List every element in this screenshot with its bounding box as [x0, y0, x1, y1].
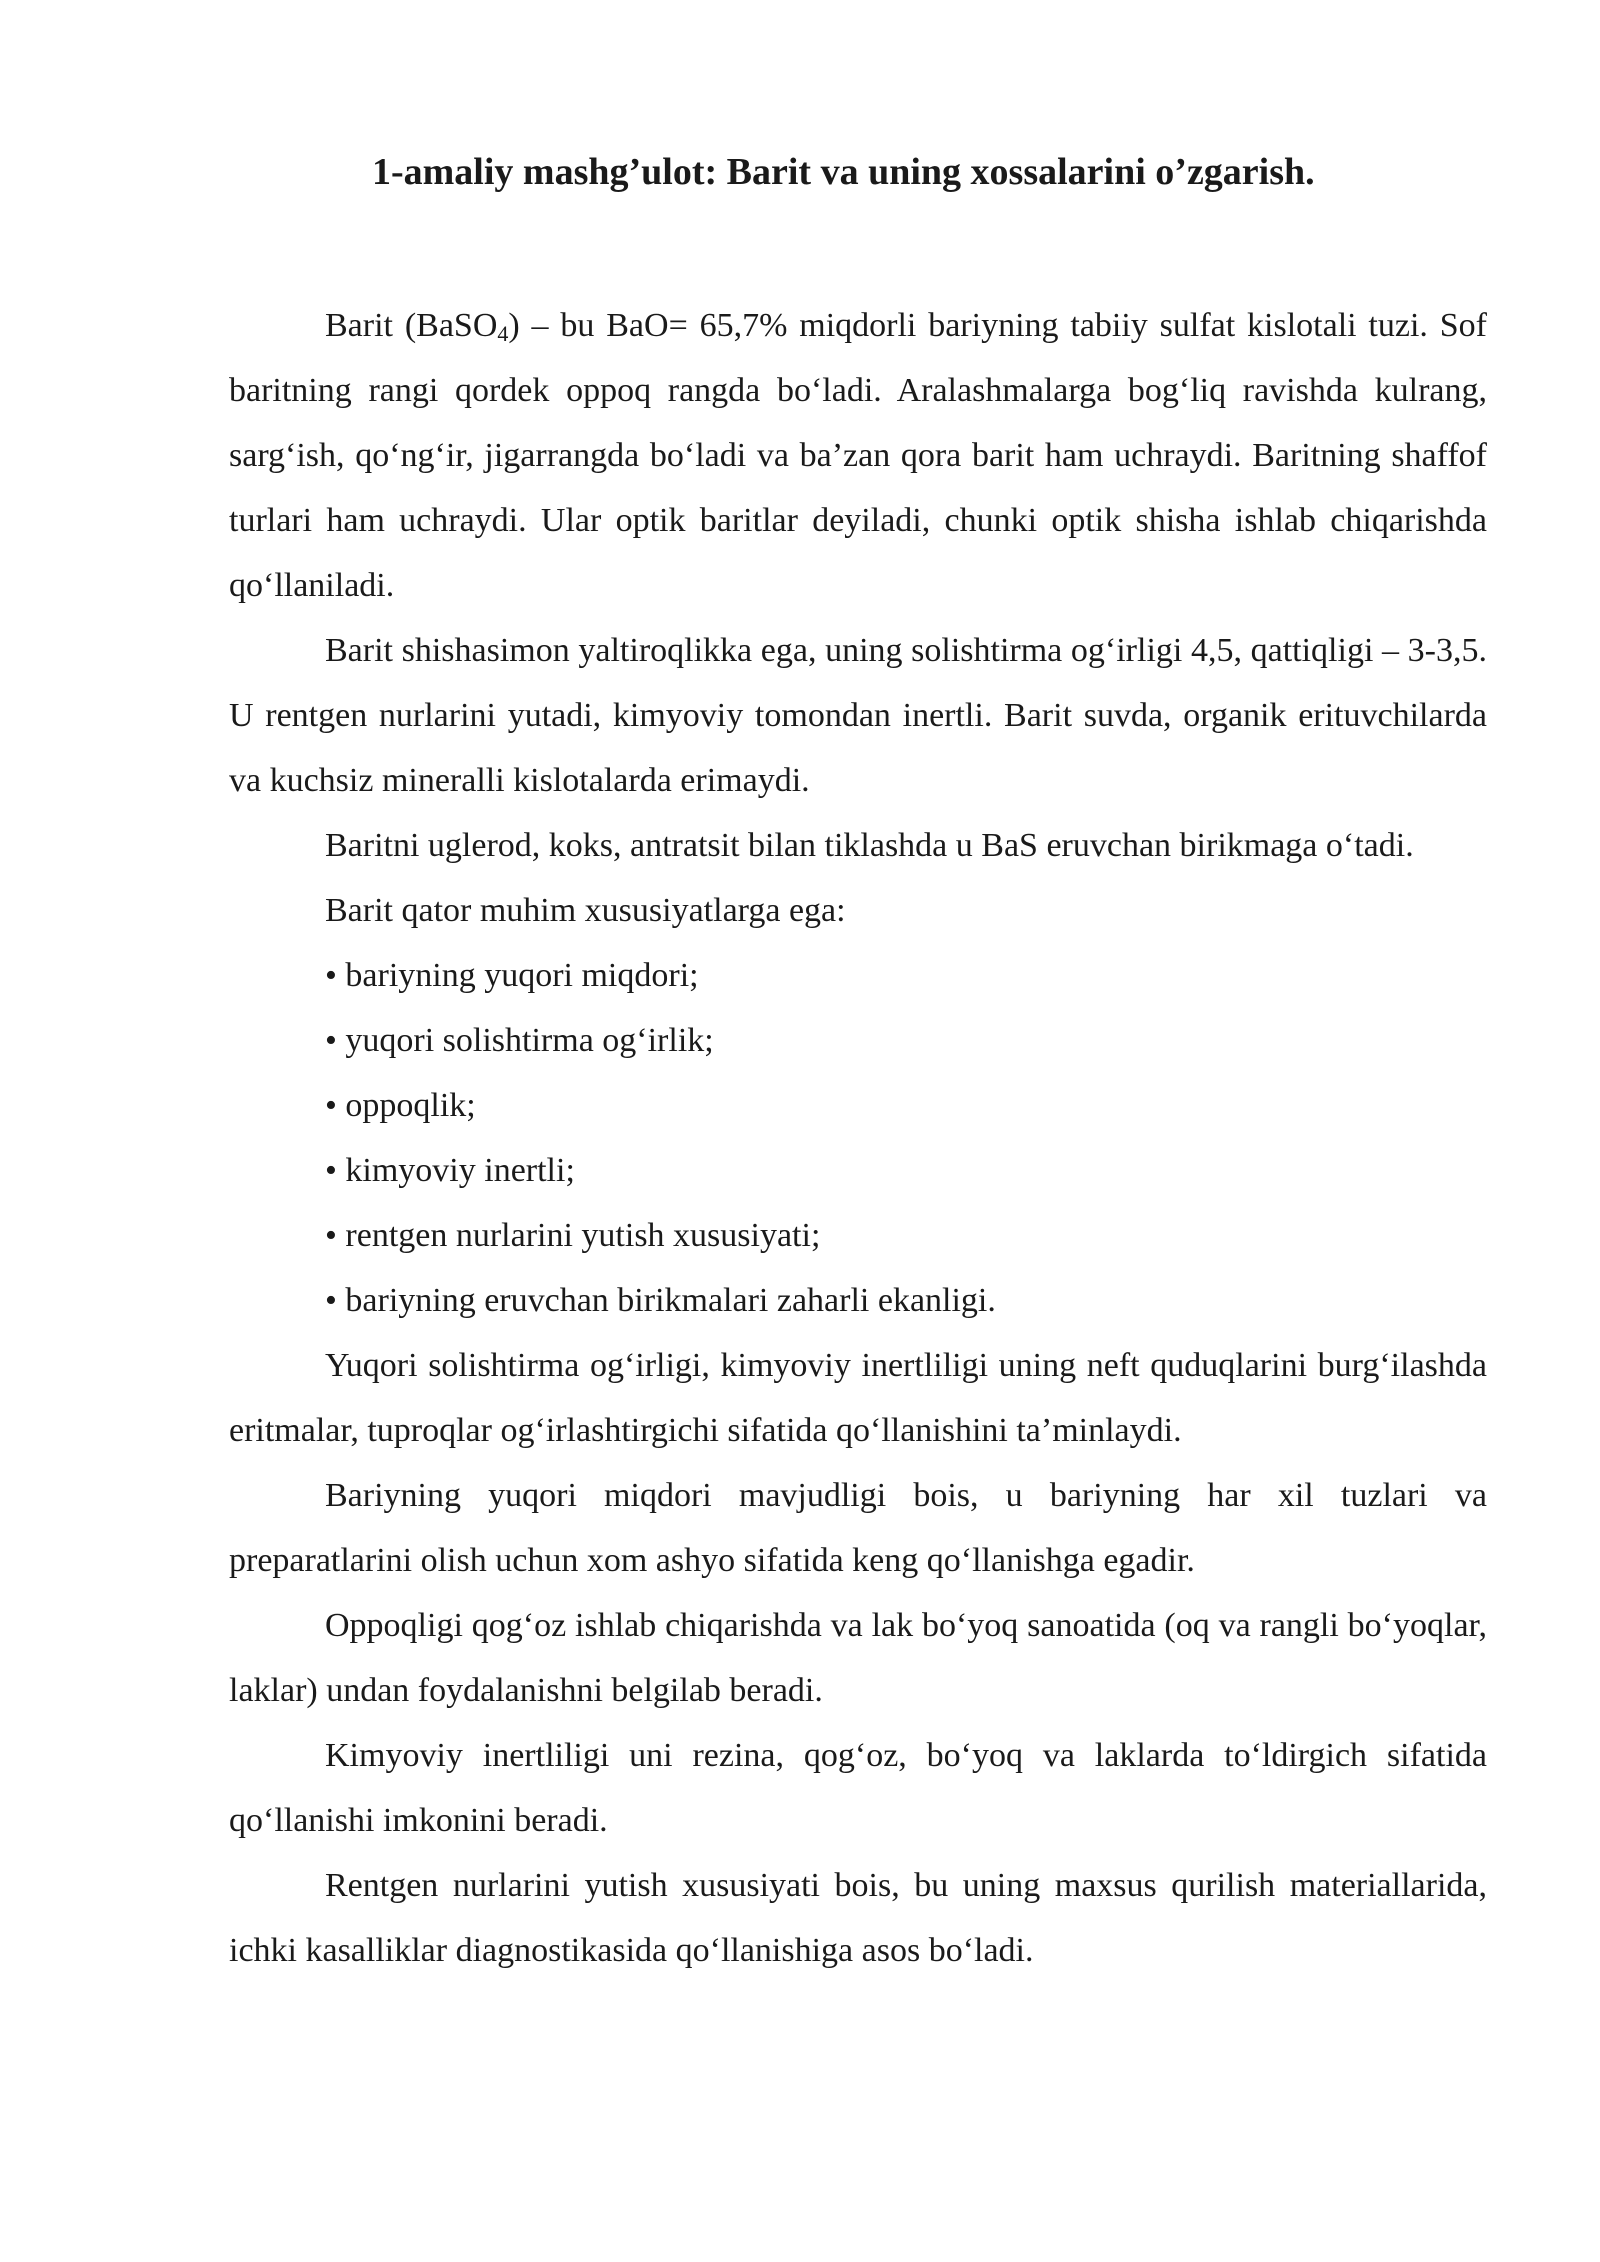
paragraph-reduction: Baritni uglerod, koks, antratsit bilan tiklashda u BaS eruvchan birikmaga o‘tadi.: [325, 827, 1414, 864]
intro-paragraph: [229, 293, 1487, 618]
document-body: [229, 293, 1487, 1983]
paragraph-drilling: Yuqori solishtirma og‘irligi, kimyoviy inertliligi uning neft quduqlarini burg‘ilashda eritmalar, tuproqlar og‘irlashtirgichi sifatida qo‘llanishini ta’minlaydi.: [229, 1347, 1487, 1449]
list-item: • kimyoviy inertli;: [325, 1152, 575, 1189]
list-item: • rentgen nurlarini yutish xususiyati;: [325, 1217, 821, 1254]
list-intro: Barit qator muhim xususiyatlarga ega:: [325, 892, 846, 929]
list-item: • bariyning yuqori miqdori;: [325, 957, 699, 994]
paragraph-raw-material: Bariyning yuqori miqdori mavjudligi bois, u bariyning har xil tuzlari va preparatlarini olish uchun xom ashyo sifatida keng qo‘llanishga egadir.: [229, 1477, 1487, 1579]
list-item: • bariyning eruvchan birikmalari zaharli ekanligi.: [325, 1282, 996, 1319]
formula-subscript: 4: [497, 321, 509, 346]
paragraph-properties: Barit shishasimon yaltiroqlikka ega, uning solishtirma og‘irligi 4,5, qattiqligi – 3-3,5. U rentgen nurlarini yutadi, kimyoviy tomondan inertli. Barit suvda, organik erituvchilarda va kuchsiz mineralli kislotalarda erimaydi.: [229, 632, 1487, 799]
list-item: • yuqori solishtirma og‘irlik;: [325, 1022, 714, 1059]
paragraph-filler: Kimyoviy inertliligi uni rezina, qog‘oz, bo‘yoq va laklarda to‘ldirgich sifatida qo‘llanishi imkonini beradi.: [229, 1737, 1487, 1839]
list-item: • oppoqlik;: [325, 1087, 476, 1124]
intro-text-rest: ) – bu BaO= 65,7% miqdorli bariyning tabiiy sulfat kislotali tuzi. Sof baritning rangi qordek oppoq rangda bo‘ladi. Aralashmalarga bog‘liq ravishda kulrang, sarg‘ish, qo‘ng‘ir, jigarrangda bo‘ladi va ba’zan qora barit ham uchraydi. Baritning shaffof turlari ham uchraydi. Ular optik baritlar deyiladi, chunki optik shisha ishlab chiqarishda qo‘llaniladi.: [229, 307, 1487, 604]
page-title: 1-amaliy mashg’ulot: Barit va uning xossalarini o’zgarish.: [372, 151, 1315, 193]
paragraph-xray: Rentgen nurlarini yutish xususiyati bois, bu uning maxsus qurilish materiallarida, ichki kasalliklar diagnostikasida qo‘llanishiga asos bo‘ladi.: [229, 1867, 1487, 1969]
intro-text-start: Barit (BaSO: [325, 307, 498, 344]
paragraph-whiteness: Oppoqligi qog‘oz ishlab chiqarishda va lak bo‘yoq sanoatida (oq va rangli bo‘yoqlar, laklar) undan foydalanishni belgilab beradi.: [229, 1607, 1487, 1709]
